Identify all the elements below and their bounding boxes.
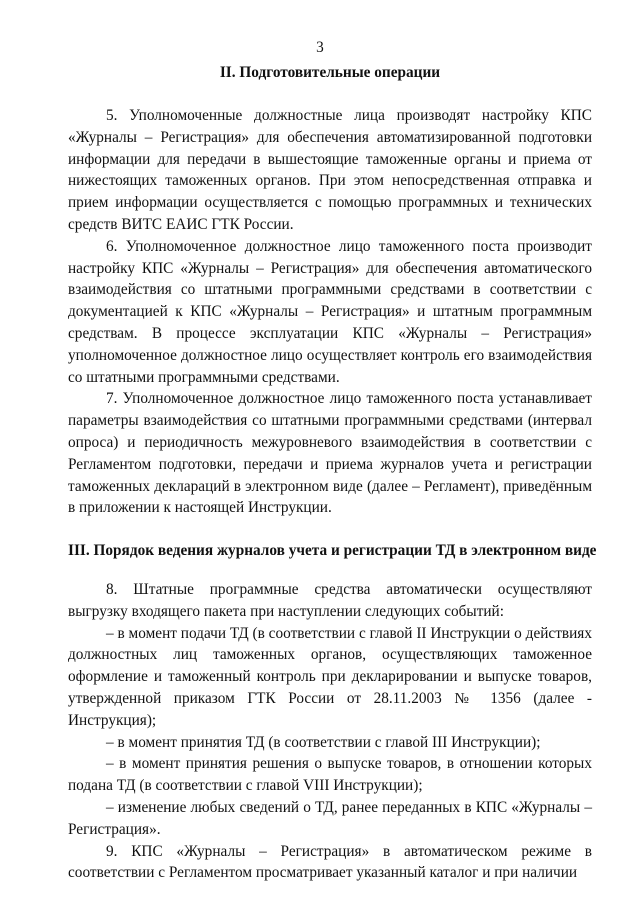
paragraph-6: 6. Уполномоченное должностное лицо таможенного поста производит настройку КПС «Журналы – Регистрация» для обеспечения автоматического взаимодействия со штатными программными средствами в соответствии с документацией к КПС «Журналы – Регистрация» и штатным программным средствам. В процессе эксплуатации КПС «Журналы – Регистрация» уполномоченное должностное лицо осуществляет контроль его взаимодействия со штатными программными средствами. [68, 237, 592, 386]
paragraph-7: 7. Уполномоченное должностное лицо таможенного поста устанавливает параметры взаимодействия со штатными программными средствами (интервал опроса) и периодичность межуровневого взаимодействия в соответствии с Регламентом подготовки, передачи и приема журналов учета и регистрации таможенных деклараций в электронном виде (далее – Регламент), приведённым в приложении к настоящей Инструкции. [68, 390, 592, 517]
list-item-release-decision: – в момент принятия решения о выпуске товаров, в отношении которых подана ТД (в соответствии с главой VIII Инструкции); [68, 755, 592, 795]
paragraph-8: 8. Штатные программные средства автоматически осуществляют выгрузку входящего пакета при наступлении следующих событий: [68, 581, 592, 620]
paragraph-5: 5. Уполномоченные должностные лица производят настройку КПС «Журналы – Регистрация» для обеспечения автоматизированной подготовки информации для передачи в вышестоящие таможенные органы и приема от нижестоящих таможенных органов. При этом непосредственная отправка и прием информации осуществляется с помощью программных и технических средств ВИТС ЕАИС ГТК России. [68, 107, 592, 233]
list-item-acceptance: – в момент принятия ТД (в соответствии с главой III Инструкции); [106, 733, 541, 751]
section-2-body [68, 105, 592, 519]
paragraph-9: 9. КПС «Журналы – Регистрация» в автоматическом режиме в соответствии с Регламентом просматривает указанный каталог и при наличии [68, 842, 592, 882]
section-2-title: II. Подготовительные операции [219, 64, 441, 81]
section-3-title: III. Порядок ведения журналов учета и регистрации ТД в электронном виде [68, 542, 597, 559]
section-3-body [68, 579, 592, 884]
list-item-data-change: – изменение любых сведений о ТД, ранее переданных в КПС «Журналы – Регистрация». [68, 798, 592, 838]
list-item-submission: – в момент подачи ТД (в соответствии с главой II Инструкции о действиях должностных лиц таможенных органов, осуществляющих таможенное оформление и таможенный контроль при декларировании и выпуске товаров, утвержденной приказом ГТК России от 28.11.2003 № 1356 (далее - Инструкция); [68, 624, 592, 729]
page-number: 3 [316, 39, 324, 56]
